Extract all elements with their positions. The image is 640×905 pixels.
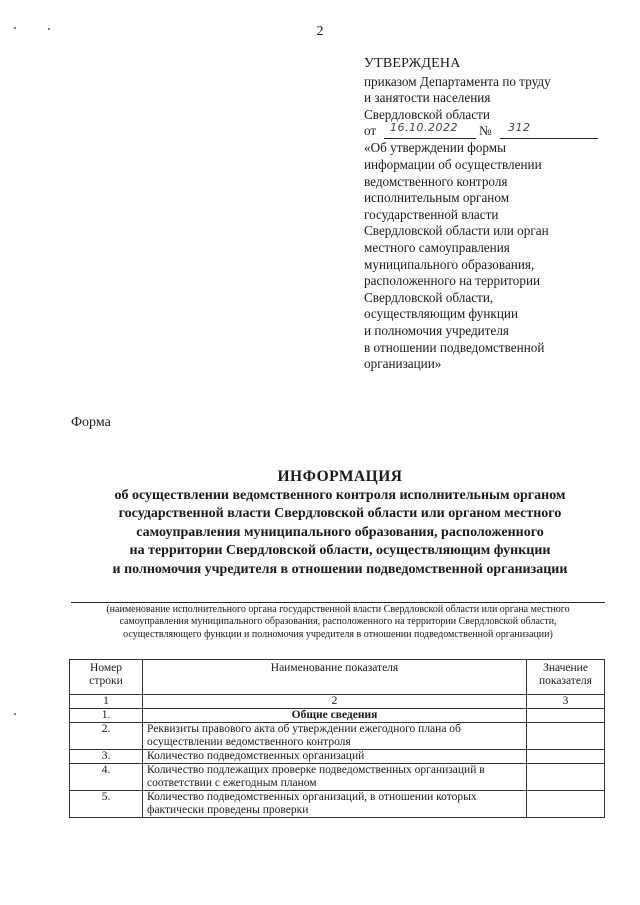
table-header-row xyxy=(70,660,605,695)
table-row xyxy=(70,750,605,764)
heading-title: ИНФОРМАЦИЯ xyxy=(277,468,403,485)
heading-line: на территории Свердловской области, осуществляющим функции xyxy=(129,543,551,558)
date-underline xyxy=(384,123,476,139)
header-row-number: Номер строки xyxy=(70,660,143,695)
row-value-cell[interactable] xyxy=(527,723,605,750)
row-indicator-name: Реквизиты правового акта об утверждении ежегодного плана об осуществлении ведомственного контроля xyxy=(143,723,527,750)
order-subject xyxy=(364,140,614,372)
scan-speck xyxy=(14,713,16,715)
table-row xyxy=(70,709,605,723)
number-prefix: № xyxy=(479,123,492,139)
page-number: 2 xyxy=(316,24,324,39)
handwritten-number: 312 xyxy=(508,121,531,135)
heading-line: и полномочия учредителя в отношении подведомственной организации xyxy=(112,561,568,577)
row-indicator-name: Количество подведомственных организаций, в отношении которых фактически проведены проверки xyxy=(143,791,527,818)
heading-line: самоуправления муниципального образования, расположенного xyxy=(136,524,544,540)
order-subject-line: исполнительным органом xyxy=(364,190,510,206)
order-subject-line: ведомственного контроля xyxy=(364,173,508,189)
row-indicator-name: Количество подведомственных организаций xyxy=(143,750,527,764)
order-subject-line: местного самоуправления xyxy=(364,239,510,255)
indicators-table xyxy=(69,659,605,818)
form-label: Форма xyxy=(71,415,111,430)
order-subject-line: Свердловской области, xyxy=(364,289,494,305)
date-prefix: от xyxy=(364,123,377,139)
org-name-caption xyxy=(71,604,605,641)
order-subject-line: информации об осуществлении xyxy=(364,156,542,172)
caption-line: самоуправления муниципального образования, расположенного на территории Свердловской области, xyxy=(119,616,557,628)
handwritten-date: 16.10.2022 xyxy=(390,121,458,135)
org-name-field-line xyxy=(71,602,605,603)
document-heading xyxy=(60,468,620,579)
approval-block xyxy=(364,56,614,373)
order-subject-line: государственной власти xyxy=(364,206,499,222)
heading-line: государственной власти Свердловской области или органом местного xyxy=(118,506,562,521)
order-subject-line: и полномочия учредителя xyxy=(364,322,509,338)
column-number: 2 xyxy=(143,695,527,709)
row-number: 4. xyxy=(70,764,143,791)
column-number: 3 xyxy=(527,695,605,709)
header-indicator-name: Наименование показателя xyxy=(143,660,527,695)
row-value-cell[interactable] xyxy=(527,764,605,791)
row-number: 1. xyxy=(70,709,143,723)
caption-line: осуществляющего функции и полномочия учредителя в отношении подведомственной организации) xyxy=(123,628,553,640)
row-number: 2. xyxy=(70,723,143,750)
order-subject-line: муниципального образования, xyxy=(364,256,535,272)
order-subject-line: осуществляющим функции xyxy=(364,306,519,322)
column-number-row xyxy=(70,695,605,709)
order-subject-line: в отношении подведомственной xyxy=(364,339,545,355)
row-number: 5. xyxy=(70,791,143,818)
approval-line: Свердловской области xyxy=(364,106,490,122)
number-underline xyxy=(500,123,598,139)
order-date-number xyxy=(364,123,614,140)
row-indicator-name: Общие сведения xyxy=(143,709,527,723)
caption-line: (наименование исполнительного органа государственной власти Свердловской области или органа местного xyxy=(106,604,570,615)
approval-line: приказом Департамента по труду xyxy=(364,73,551,89)
order-subject-line: Свердловской области или орган xyxy=(364,223,549,239)
row-value-cell[interactable] xyxy=(527,791,605,818)
order-subject-line: «Об утверждении формы xyxy=(364,140,506,156)
table-row xyxy=(70,791,605,818)
row-value-cell[interactable] xyxy=(527,750,605,764)
row-indicator-name: Количество подлежащих проверке подведомственных организаций в соответствии с ежегодным планом xyxy=(143,764,527,791)
approval-line: и занятости населения xyxy=(364,90,491,106)
order-subject-line: расположенного на территории xyxy=(364,273,541,289)
table-row xyxy=(70,764,605,791)
row-number: 3. xyxy=(70,750,143,764)
row-value-cell[interactable] xyxy=(527,709,605,723)
header-indicator-value: Значение показателя xyxy=(527,660,605,695)
order-subject-line: организации» xyxy=(364,356,442,372)
table-row xyxy=(70,723,605,750)
approval-title: УТВЕРЖДЕНА xyxy=(364,56,461,71)
heading-line: об осуществлении ведомственного контроля исполнительным органом xyxy=(114,487,566,503)
column-number: 1 xyxy=(70,695,143,709)
